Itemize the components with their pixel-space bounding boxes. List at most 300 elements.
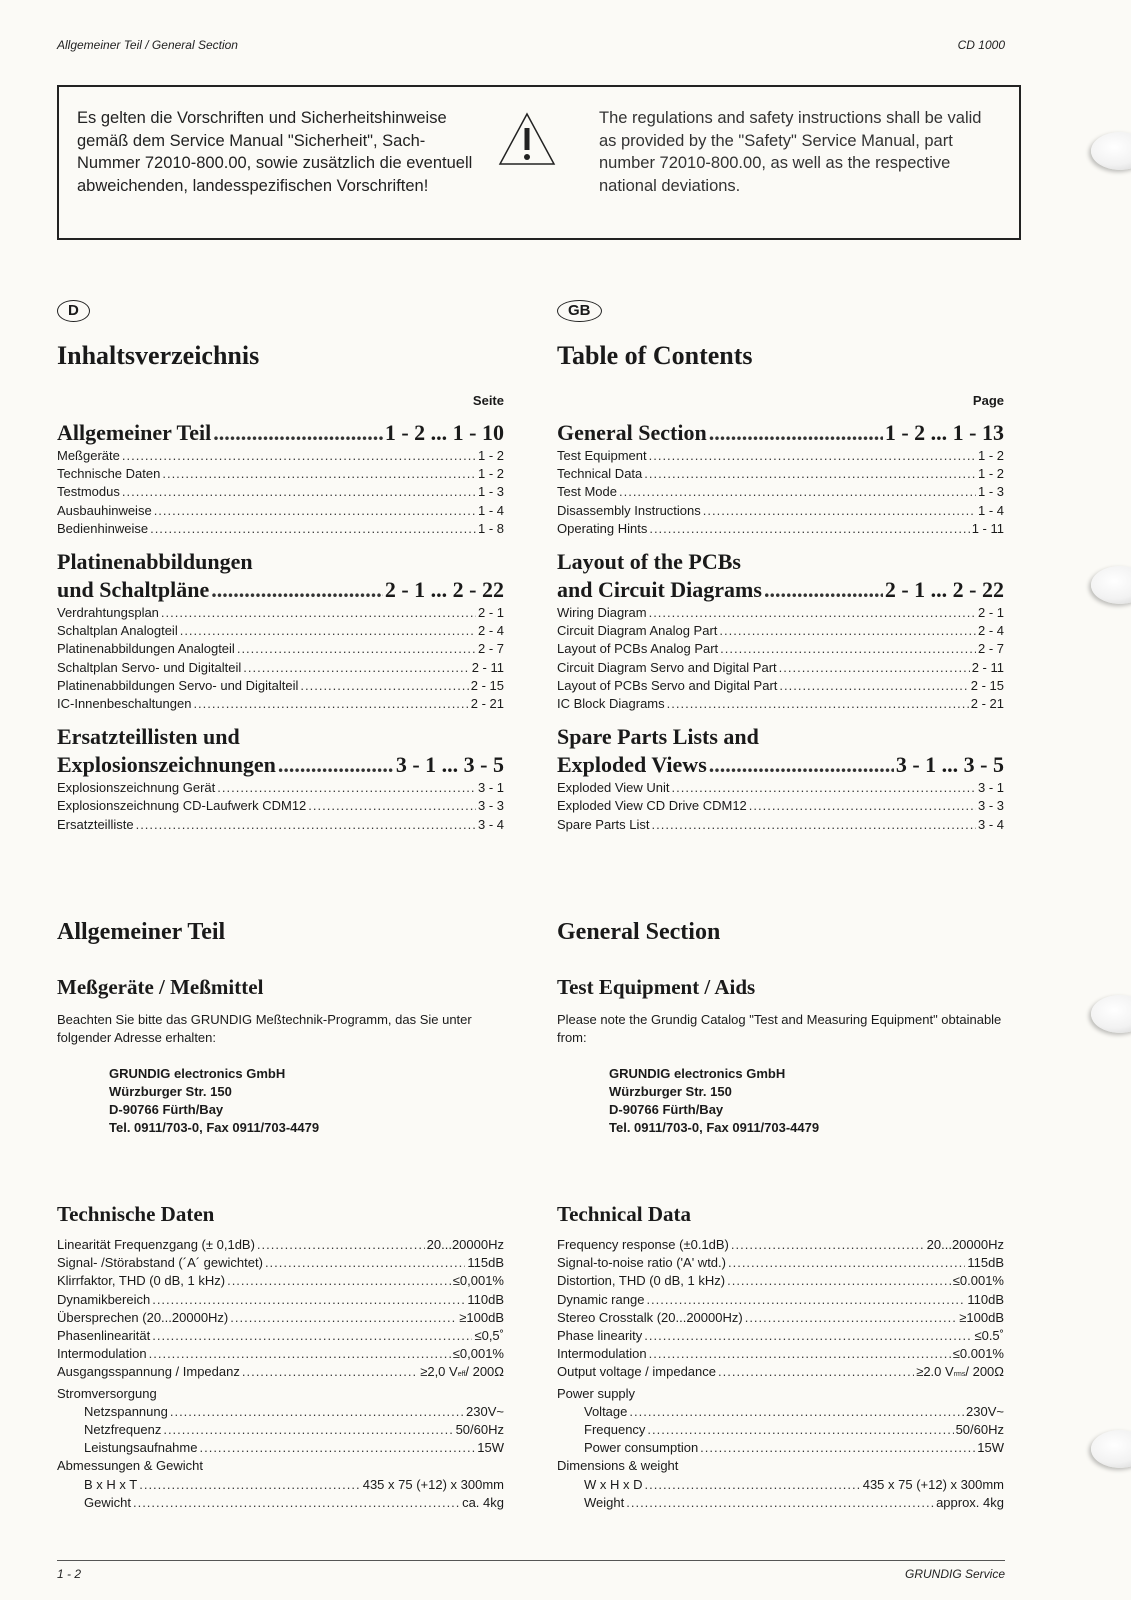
address-line: GRUNDIG electronics GmbH [109, 1066, 286, 1081]
toc-item-label: Testmodus [57, 484, 120, 500]
dot-leader [779, 659, 970, 677]
toc-item-value: 2 - 11 [971, 659, 1004, 675]
dot-leader [242, 1363, 418, 1381]
toc-item-label: Exploded View CD Drive CDM12 [557, 798, 747, 814]
technical-data-title: Technische Daten [57, 1202, 215, 1226]
language-badge: D [57, 300, 90, 322]
toc-item[interactable] [57, 797, 504, 815]
spec-row-label: Dynamic range [557, 1291, 645, 1307]
dot-leader [672, 779, 976, 797]
dot-leader [779, 677, 968, 695]
dot-leader [667, 695, 969, 713]
toc-item[interactable] [557, 447, 1004, 465]
dot-leader [720, 640, 976, 658]
spec-row-value: 230V~ [966, 1403, 1004, 1419]
toc-item-label: Schaltplan Servo- und Digitalteil [57, 659, 242, 675]
toc-item-label: Platinenabbildungen Servo- und Digitalteil [57, 677, 299, 693]
toc-item-label: Platinenabbildungen Analogteil [57, 641, 235, 657]
toc-group-heading-value: 3 - 1 ... 3 - 5 [395, 752, 504, 778]
spec-unit-subscript: eff [457, 1371, 466, 1379]
spec-row [57, 1345, 504, 1363]
toc-item-value: 3 - 1 [477, 780, 504, 796]
spec-row-label: W x H x D [584, 1476, 643, 1492]
spec-row [557, 1309, 1004, 1327]
toc-title: Inhaltsverzeichnis [57, 341, 260, 370]
spec-row-value: 50/60Hz [955, 1422, 1004, 1438]
toc-item-value: 1 - 4 [477, 502, 504, 518]
spec-row-value: ≥100dB [959, 1309, 1004, 1325]
toc-item[interactable] [557, 816, 1004, 834]
spec-row-label: Übersprechen (20...20000Hz) [57, 1309, 229, 1325]
dot-leader [257, 1236, 425, 1254]
toc-item-value: 3 - 3 [977, 798, 1004, 814]
toc-item-value: 2 - 15 [470, 677, 504, 693]
spec-row-value: approx. 4kg [936, 1494, 1004, 1510]
section-title: Allgemeiner Teil [57, 919, 226, 945]
dot-leader [649, 604, 976, 622]
spec-row-label: Power consumption [584, 1440, 699, 1456]
spec-group-label: Power supply [557, 1385, 636, 1401]
dot-leader [150, 520, 476, 538]
toc-item-label: Layout of PCBs Servo and Digital Part [557, 677, 778, 693]
toc-group-heading-value: 2 - 1 ... 2 - 22 [884, 577, 1004, 603]
spec-row-label: Signal-to-noise ratio ('A' wtd.) [557, 1255, 726, 1271]
toc-item[interactable] [57, 465, 504, 483]
toc-item[interactable] [557, 465, 1004, 483]
toc-group [557, 548, 1004, 713]
toc-title: Table of Contents [557, 341, 753, 370]
toc-item-value: 2 - 1 [977, 605, 1004, 621]
toc-item[interactable] [57, 604, 504, 622]
toc-item[interactable] [57, 447, 504, 465]
toc-item-value: 1 - 2 [477, 448, 504, 463]
toc-group [57, 723, 504, 834]
toc-group [557, 419, 1004, 538]
spec-row-label: Intermodulation [557, 1346, 647, 1362]
dot-leader [764, 576, 883, 604]
dot-leader [644, 1327, 972, 1345]
toc-item[interactable] [557, 659, 1004, 677]
punch-hole [1091, 132, 1131, 170]
toc-item-label: Wiring Diagram [557, 605, 647, 621]
spec-row [557, 1291, 1004, 1309]
spec-row-value: ≥2,0 V [420, 1364, 458, 1380]
dot-leader [718, 1363, 914, 1381]
toc-item[interactable] [557, 622, 1004, 640]
toc-item[interactable] [557, 520, 1004, 538]
toc-item[interactable] [57, 502, 504, 520]
toc-group-title: Platinenabbildungen [57, 549, 253, 575]
toc-group-heading [57, 576, 504, 604]
spec-row [57, 1421, 504, 1439]
spec-unit-subscript: rms [953, 1371, 966, 1379]
technical-data [57, 1200, 504, 1512]
toc-item-label: Circuit Diagram Servo and Digital Part [557, 659, 777, 675]
dot-leader [703, 502, 976, 520]
toc-item-label: Layout of PCBs Analog Part [557, 641, 719, 657]
address-block [109, 1065, 504, 1137]
toc-item-value: 2 - 15 [970, 677, 1004, 693]
spec-row-label: Linearität Frequenzgang (± 0,1dB) [57, 1237, 255, 1252]
toc-item-label: Circuit Diagram Analog Part [557, 623, 718, 639]
spec-row-label: Frequency [584, 1422, 646, 1438]
spec-row [557, 1421, 1004, 1439]
spec-value-tail: / 200Ω [965, 1364, 1004, 1380]
technical-data-title: Technical Data [557, 1202, 691, 1226]
dot-leader [649, 520, 969, 538]
address-line: D-90766 Fürth/Bay [609, 1102, 724, 1117]
dot-leader [162, 465, 476, 483]
spec-row-label: Signal- /Störabstand (´A´ gewichtet) [57, 1255, 263, 1271]
toc-item-value: 1 - 2 [477, 466, 504, 482]
toc-item-value: 2 - 21 [470, 696, 504, 712]
spec-row [57, 1327, 504, 1345]
toc-item[interactable] [57, 677, 504, 695]
dot-leader [629, 1403, 964, 1421]
toc-group-title: Ersatzteillisten und [57, 724, 240, 750]
spec-row-value: ≤0.5˚ [974, 1328, 1004, 1344]
toc-item[interactable] [557, 779, 1004, 797]
address-line: D-90766 Fürth/Bay [109, 1102, 224, 1117]
toc-items [557, 779, 1004, 834]
spec-row [57, 1291, 504, 1309]
toc-items [57, 604, 504, 713]
dot-leader [649, 447, 976, 465]
toc-item-label: IC Block Diagrams [557, 696, 665, 712]
spec-row-label: Distortion, THD (0 dB, 1 kHz) [557, 1273, 726, 1289]
toc-group-title: Layout of the PCBs [557, 549, 741, 575]
spec-row-label: Phase linearity [557, 1328, 643, 1344]
spec-row [557, 1476, 1004, 1494]
dot-leader [199, 1439, 475, 1457]
toc-item-value: 2 - 7 [977, 641, 1004, 657]
toc-item-label: Disassembly Instructions [557, 502, 701, 518]
dot-leader [139, 1476, 361, 1494]
dot-leader [122, 447, 476, 465]
toc-group-heading-label: General Section [557, 420, 707, 445]
dot-leader [727, 1272, 951, 1290]
toc-item-label: Exploded View Unit [557, 780, 670, 796]
spec-row-label: Netzspannung [84, 1403, 168, 1419]
spec-row-value: ≤0,001% [452, 1273, 504, 1289]
toc-group-heading [557, 751, 1004, 779]
dot-leader [645, 1476, 861, 1494]
technical-data [557, 1200, 1004, 1512]
address-line: GRUNDIG electronics GmbH [609, 1066, 786, 1081]
toc-item-value: 3 - 3 [477, 798, 504, 814]
spec-row [57, 1309, 504, 1327]
header-section-title: Allgemeiner Teil / General Section [57, 38, 238, 52]
toc-items [557, 604, 1004, 713]
footer-rule [57, 1560, 1005, 1561]
dot-leader [243, 659, 469, 677]
toc-item-value: 2 - 11 [471, 659, 504, 675]
subsection-title: Meßgeräte / Meßmittel [57, 975, 264, 999]
toc-item-label: Spare Parts List [557, 816, 650, 832]
dot-leader [152, 1327, 472, 1345]
dot-leader [237, 640, 476, 658]
spec-row-value: 115dB [967, 1255, 1004, 1271]
page-column-label: Seite [472, 393, 504, 408]
toc-item-value: 2 - 4 [977, 623, 1004, 639]
toc-item-value: 1 - 3 [977, 484, 1004, 500]
language-badge: GB [557, 300, 602, 322]
toc-item[interactable] [557, 502, 1004, 520]
spec-row-value: ≤0,5˚ [474, 1328, 504, 1344]
spec-group-label: Dimensions & weight [557, 1458, 679, 1474]
toc-group [557, 723, 1004, 834]
toc-group-heading-value: 1 - 2 ... 1 - 13 [884, 420, 1004, 445]
address-line: Würzburger Str. 150 [109, 1084, 232, 1099]
dot-leader [278, 751, 394, 779]
spec-row-label: Klirrfaktor, THD (0 dB, 1 kHz) [57, 1273, 226, 1289]
punch-hole [1091, 995, 1131, 1033]
toc-group-heading-label: Allgemeiner Teil [57, 420, 212, 445]
toc-item-label: Technische Daten [57, 466, 161, 482]
toc-item-value: 2 - 21 [970, 696, 1004, 712]
toc-item-value: 1 - 2 [977, 448, 1004, 463]
dot-leader [211, 576, 383, 604]
spec-row-label: Frequency response (±0.1dB) [557, 1237, 729, 1252]
toc-item[interactable] [57, 816, 504, 834]
spec-row-value: 435 x 75 (+12) x 300mm [862, 1476, 1004, 1492]
toc-item[interactable] [57, 695, 504, 713]
spec-row-value: 15W [477, 1440, 504, 1456]
toc-item-label: Test Mode [557, 484, 617, 500]
spec-row-value: 50/60Hz [455, 1422, 504, 1438]
dot-leader [728, 1254, 965, 1272]
safety-notice-en: The regulations and safety instructions shall be valid as provided by the "Safety" Service Manual, part number 72010-800.00, as well as the respective national deviations. [599, 109, 982, 195]
dot-leader [652, 816, 976, 834]
dot-leader [133, 1494, 460, 1512]
dot-leader [709, 419, 883, 447]
spec-row [57, 1272, 504, 1290]
spec-row [57, 1476, 504, 1494]
toc-item[interactable] [557, 695, 1004, 713]
dot-leader [136, 816, 476, 834]
section-title: General Section [557, 919, 721, 945]
toc-item-value: 2 - 4 [477, 623, 504, 639]
spec-row [57, 1236, 504, 1254]
toc-group-heading [57, 419, 504, 447]
toc-item[interactable] [557, 483, 1004, 501]
spec-row-label: Output voltage / impedance [557, 1364, 716, 1380]
toc-item[interactable] [557, 797, 1004, 815]
spec-row-label: Weight [584, 1494, 625, 1510]
spec-row [57, 1254, 504, 1272]
dot-leader [163, 1421, 453, 1439]
address-line: Tel. 0911/703-0, Fax 0911/703-4479 [109, 1120, 320, 1135]
toc-item-label: Technical Data [557, 466, 643, 482]
spec-row [557, 1363, 1004, 1384]
general-section [57, 917, 504, 1137]
toc-items [557, 447, 1004, 538]
toc-group-title: Spare Parts Lists and [557, 724, 759, 750]
toc-item[interactable] [57, 640, 504, 658]
spec-row-value: ≥2.0 V [916, 1364, 954, 1380]
toc-items [57, 447, 504, 538]
toc-item-label: Explosionszeichnung Gerät [57, 780, 216, 796]
spec-row [557, 1345, 1004, 1363]
spec-row-label: Intermodulation [57, 1346, 147, 1362]
toc-group-heading-label: und Schaltpläne [57, 577, 210, 603]
toc-item[interactable] [557, 604, 1004, 622]
toc-item-label: Bedienhinweise [57, 520, 149, 536]
test-equipment-note: Beachten Sie bitte das GRUNDIG Meßtechnik-Programm, das Sie unter folgender Adresse erhalten: [57, 1012, 472, 1045]
toc-item-value: 1 - 2 [977, 466, 1004, 482]
spec-row-value: 15W [977, 1440, 1004, 1456]
toc-item-value: 1 - 4 [977, 502, 1004, 518]
dot-leader [230, 1309, 457, 1327]
dot-leader [213, 419, 383, 447]
dot-leader [619, 483, 976, 501]
toc-item-label: Verdrahtungsplan [57, 605, 159, 621]
dot-leader [731, 1236, 925, 1254]
toc-group-heading-label: Explosionszeichnungen [57, 752, 276, 778]
safety-notice-de: Es gelten die Vorschriften und Sicherheitshinweise gemäß dem Service Manual "Sicherheit", Sach-Nummer 72010-800.00, sowie zusätzlich die eventuell abweichenden, landesspezifischen Vorschriften! [77, 109, 473, 195]
toc-item-label: Ersatzteilliste [57, 816, 134, 832]
toc-item-value: 3 - 1 [977, 780, 1004, 796]
spec-row [57, 1363, 504, 1384]
address-block [609, 1065, 1004, 1137]
spec-row-value: 110dB [467, 1291, 504, 1307]
toc-group [57, 548, 504, 713]
dot-leader [149, 1345, 451, 1363]
dot-leader [227, 1272, 451, 1290]
toc-item-value: 1 - 11 [971, 520, 1004, 536]
footer-brand: GRUNDIG Service [904, 1567, 1005, 1581]
toc-item[interactable] [57, 659, 504, 677]
safety-notice-box [57, 85, 1021, 240]
dot-leader [709, 751, 894, 779]
spec-row-label: Leistungsaufnahme [84, 1440, 198, 1456]
general-section [557, 917, 1004, 1137]
spec-row-value: ≥100dB [459, 1309, 504, 1325]
spec-group-label: Stromversorgung [57, 1385, 157, 1401]
address-line: Tel. 0911/703-0, Fax 0911/703-4479 [609, 1120, 820, 1135]
toc-item[interactable] [557, 640, 1004, 658]
dot-leader [170, 1403, 464, 1421]
toc-group-heading [557, 419, 1004, 447]
spec-group-label: Abmessungen & Gewicht [57, 1458, 203, 1474]
dot-leader [646, 1291, 965, 1309]
dot-leader [154, 502, 476, 520]
dot-leader [180, 622, 476, 640]
toc-item[interactable] [557, 677, 1004, 695]
spec-row-label: Gewicht [84, 1494, 131, 1510]
spec-row-value: ≤0.001% [952, 1273, 1004, 1289]
toc-item[interactable] [57, 622, 504, 640]
spec-row [557, 1327, 1004, 1345]
spec-row [57, 1403, 504, 1421]
toc-items [57, 779, 504, 834]
toc-item[interactable] [57, 520, 504, 538]
spec-row-value: ca. 4kg [462, 1494, 504, 1510]
toc-item-value: 3 - 4 [477, 816, 504, 832]
spec-value-tail: / 200Ω [465, 1364, 504, 1380]
spec-row-label: Voltage [584, 1403, 628, 1419]
spec-row-value: 115dB [467, 1255, 504, 1271]
toc-item[interactable] [57, 779, 504, 797]
toc-item-value: 2 - 1 [477, 605, 504, 621]
toc-item-value: 3 - 4 [977, 816, 1004, 832]
toc-item-value: 1 - 3 [477, 484, 504, 500]
toc-item-label: IC-Innenbeschaltungen [57, 696, 192, 712]
spec-row-label: Ausgangsspannung / Impedanz [57, 1364, 240, 1380]
toc-item-label: Operating Hints [557, 520, 648, 536]
dot-leader [217, 779, 476, 797]
spec-row-value: 20...20000Hz [426, 1237, 504, 1252]
toc-item[interactable] [57, 483, 504, 501]
toc-group-heading-value: 3 - 1 ... 3 - 5 [895, 752, 1004, 778]
spec-row [557, 1439, 1004, 1457]
dot-leader [161, 604, 476, 622]
spec-row [557, 1272, 1004, 1290]
spec-row [57, 1494, 504, 1512]
toc-item-value: 1 - 8 [477, 520, 504, 536]
table-of-contents [57, 300, 504, 844]
spec-row-label: Stereo Crosstalk (20...20000Hz) [557, 1309, 743, 1325]
dot-leader [700, 1439, 975, 1457]
header-model: CD 1000 [957, 38, 1005, 52]
spec-row-label: Phasenlinearität [57, 1328, 151, 1344]
toc-item-label: Explosionszeichnung CD-Laufwerk CDM12 [57, 798, 307, 814]
footer-page-number: 1 - 2 [57, 1567, 82, 1581]
spec-row [557, 1236, 1004, 1254]
warning-icon [497, 111, 557, 167]
toc-group-heading [57, 751, 504, 779]
toc-group-heading-label: and Circuit Diagrams [557, 577, 762, 603]
toc-item-label: Test Equipment [557, 448, 647, 463]
spec-row-value: 20...20000Hz [926, 1237, 1004, 1252]
toc-item-label: Schaltplan Analogteil [57, 623, 178, 639]
spec-row-value: 230V~ [466, 1403, 504, 1419]
spec-row-value: ≤0.001% [952, 1346, 1004, 1362]
spec-row-label: Dynamikbereich [57, 1291, 151, 1307]
dot-leader [745, 1309, 958, 1327]
toc-item-label: Meßgeräte [57, 448, 120, 463]
spec-row [557, 1254, 1004, 1272]
spec-row [57, 1439, 504, 1457]
spec-row-value: 435 x 75 (+12) x 300mm [362, 1476, 504, 1492]
dot-leader [193, 695, 468, 713]
dot-leader [122, 483, 476, 501]
address-line: Würzburger Str. 150 [609, 1084, 732, 1099]
dot-leader [649, 1345, 951, 1363]
toc-group-heading [557, 576, 1004, 604]
dot-leader [152, 1291, 465, 1309]
toc-item-label: Ausbauhinweise [57, 502, 152, 518]
test-equipment-note: Please note the Grundig Catalog "Test and Measuring Equipment" obtainable from: [557, 1012, 1002, 1045]
subsection-title: Test Equipment / Aids [557, 975, 756, 999]
punch-hole [1091, 566, 1131, 604]
spec-row [557, 1403, 1004, 1421]
table-of-contents [557, 300, 1004, 844]
page-column-label: Page [972, 393, 1004, 408]
toc-group-heading-label: Exploded Views [557, 752, 707, 778]
dot-leader [644, 465, 976, 483]
dot-leader [749, 797, 976, 815]
spec-row [557, 1494, 1004, 1512]
spec-row-label: B x H x T [84, 1476, 138, 1492]
dot-leader [647, 1421, 953, 1439]
dot-leader [265, 1254, 465, 1272]
toc-group [57, 419, 504, 538]
toc-item-value: 2 - 7 [477, 641, 504, 657]
toc-group-heading-value: 2 - 1 ... 2 - 22 [384, 577, 504, 603]
toc-group-heading-value: 1 - 2 ... 1 - 10 [384, 420, 504, 445]
spec-row-value: 110dB [967, 1291, 1004, 1307]
